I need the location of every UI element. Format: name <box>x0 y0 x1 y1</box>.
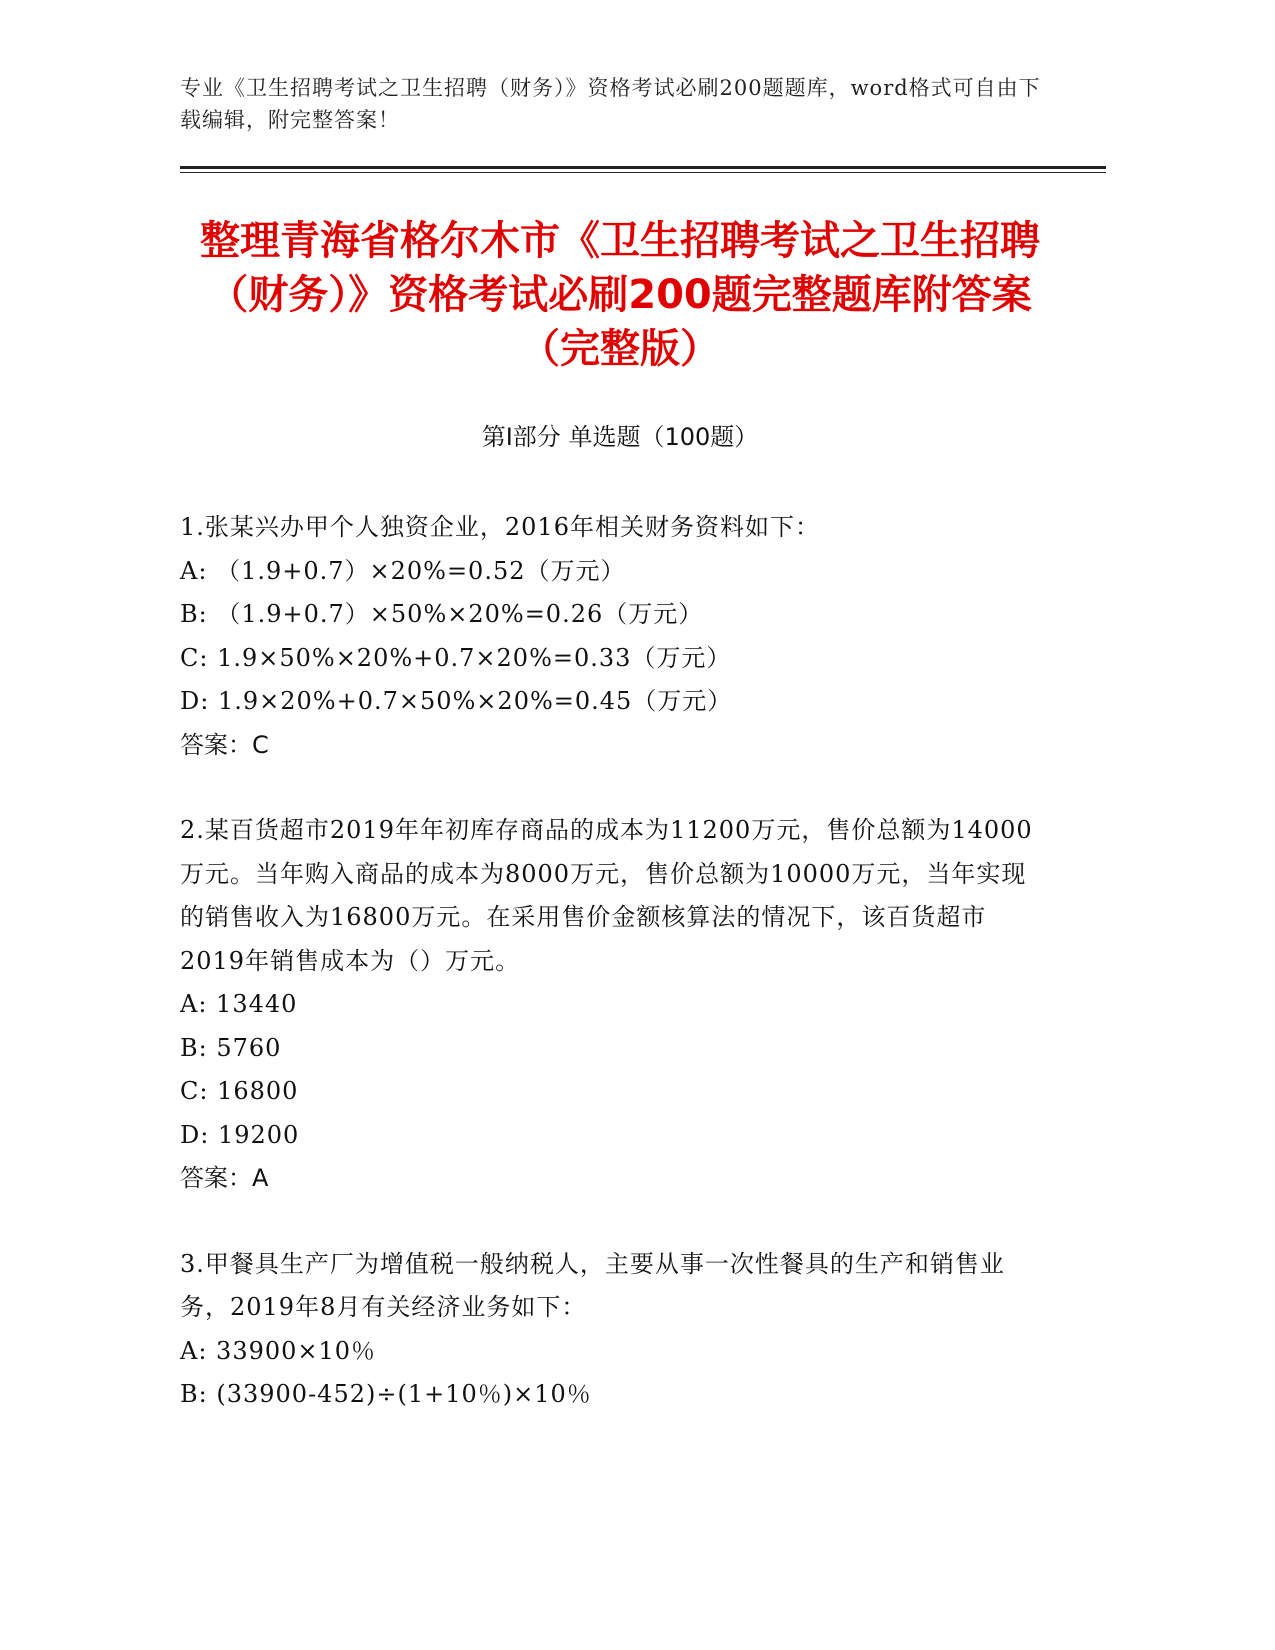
option-a: A: 33900×10％ <box>180 1336 377 1365</box>
question-3 <box>180 1243 1040 1417</box>
question-2 <box>180 809 1040 1201</box>
option-b: B: (33900-452)÷(1+10％)×10％ <box>180 1380 592 1408</box>
option-d: D: 1.9×20%+0.7×50%×20%=0.45（万元） <box>180 687 733 715</box>
header-rule-thin <box>180 172 1106 173</box>
option-d: D: 19200 <box>180 1120 300 1149</box>
question-list <box>180 506 1040 1459</box>
document-title: 整理青海省格尔木市《卫生招聘考试之卫生招聘（财务）》资格考试必刷200题完整题库附答案（完整版） <box>200 218 1040 372</box>
option-b: B: （1.9+0.7）×50%×20%=0.26（万元） <box>180 600 704 628</box>
question-stem: 3.甲餐具生产厂为增值税一般纳税人，主要从事一次性餐具的生产和销售业务，2019年8月有关经济业务如下： <box>180 1249 1005 1321</box>
option-b: B: 5760 <box>180 1033 282 1062</box>
question-1 <box>180 506 1040 767</box>
option-c: C: 16800 <box>180 1077 299 1105</box>
header-rule-thick <box>180 166 1106 169</box>
question-stem: 2.某百货超市2019年年初库存商品的成本为11200万元，售价总额为14000万元。当年购入商品的成本为8000万元，售价总额为10000万元，当年实现的销售收入为16800万元。在采用售价金额核算法的情况下，该百货超市2019年销售成本为（）万元。 <box>180 816 1033 975</box>
option-c: C: 1.9×50%×20%+0.7×20%=0.33（万元） <box>180 643 732 672</box>
option-a: A: （1.9+0.7）×20%=0.52（万元） <box>180 556 626 585</box>
answer: 答案：A <box>180 1164 269 1192</box>
header-note: 专业《卫生招聘考试之卫生招聘（财务）》资格考试必刷200题题库，word格式可自由下载编辑，附完整答案！ <box>180 76 1041 132</box>
option-a: A: 13440 <box>180 990 298 1018</box>
question-stem: 1.张某兴办甲个人独资企业，2016年相关财务资料如下： <box>180 513 820 541</box>
section-heading: 第Ⅰ部分 单选题（100题） <box>481 423 759 451</box>
answer: 答案：C <box>180 730 269 759</box>
